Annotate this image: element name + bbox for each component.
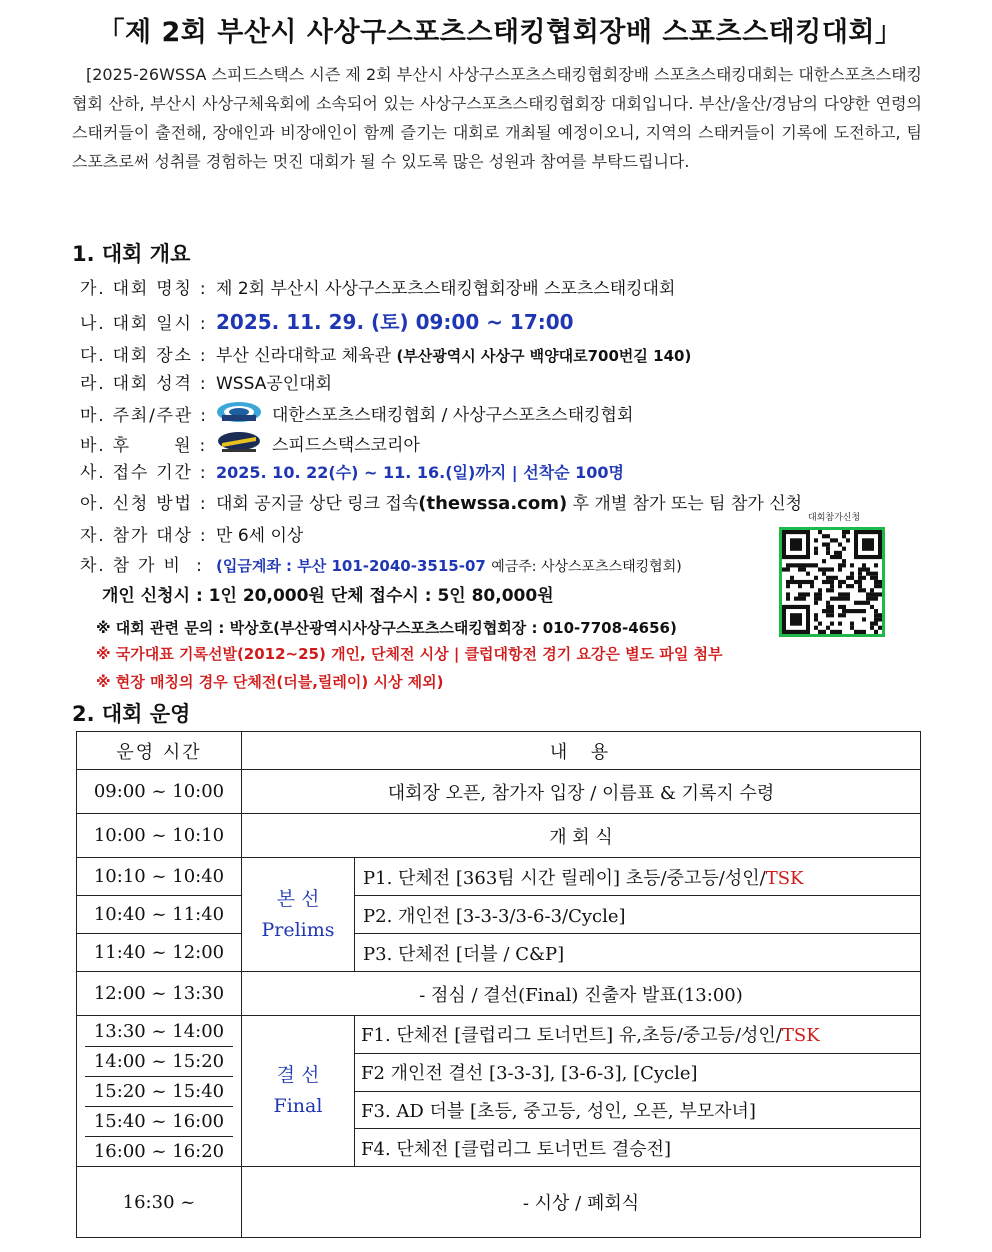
info-address: (부산광역시 사상구 백양대로700번길 140) bbox=[396, 347, 692, 365]
table-row bbox=[77, 1016, 921, 1054]
info-label: 가. 대회 명칭 : bbox=[80, 279, 208, 299]
note-inquiry: ※ 대회 관련 문의 : 박상호(부산광역시사상구스포츠스태킹협회장 : 010-7708-4656) bbox=[96, 619, 677, 637]
stage-label-ko: 결 선 bbox=[276, 1064, 320, 1086]
row-content bbox=[355, 858, 921, 896]
table-row bbox=[77, 770, 921, 814]
info-label: 마. 주최/주관 : bbox=[80, 405, 208, 426]
info-value: 스피드스택스코리아 bbox=[272, 435, 420, 456]
tsk-label: TSK bbox=[781, 1025, 820, 1047]
info-value: 2025. 11. 29. (토) 09:00 ~ 17:00 bbox=[216, 310, 574, 334]
stage-label-en: Final bbox=[273, 1095, 323, 1117]
table-row bbox=[77, 1167, 921, 1238]
table-row bbox=[77, 814, 921, 858]
info-value: 부산 신라대학교 체육관 bbox=[216, 346, 392, 366]
info-label: 아. 신청 방법 : bbox=[80, 494, 208, 514]
event-text: P1. 단체전 [363팀 시간 릴레이] 초등/중고등/성인/ bbox=[363, 867, 766, 889]
stage-label-ko: 본 선 bbox=[276, 887, 320, 910]
info-label: 자. 참가 대상 : bbox=[80, 526, 208, 546]
event-text: F1. 단체전 [클럽리그 토너먼트] 유,초등/중고등/성인/ bbox=[361, 1025, 782, 1047]
info-label: 나. 대회 일시 : bbox=[80, 314, 208, 334]
row-time: 16:30 ~ bbox=[77, 1167, 242, 1238]
row-content: - 점심 / 결선(Final) 진출자 발표(13:00) bbox=[242, 972, 921, 1016]
final-times bbox=[77, 1016, 242, 1167]
section1-heading: 1. 대회 개요 bbox=[72, 242, 191, 266]
row-time: 14:00 ~ 15:20 bbox=[85, 1046, 233, 1076]
table-row bbox=[77, 896, 921, 934]
info-target bbox=[80, 524, 303, 548]
wssa-logo-icon bbox=[216, 401, 262, 430]
info-value: 대회 공지글 상단 링크 접속 bbox=[216, 494, 419, 514]
stage-final bbox=[242, 1016, 355, 1167]
qr-code-icon[interactable] bbox=[779, 527, 885, 637]
info-label: 라. 대회 성격 : bbox=[80, 374, 208, 394]
info-registration bbox=[80, 461, 624, 485]
table-header-row bbox=[77, 732, 921, 770]
row-time: 15:40 ~ 16:00 bbox=[85, 1106, 233, 1136]
fee-holder: 예금주: 사상스포츠스태킹협회) bbox=[491, 559, 682, 575]
apply-link[interactable]: (thewssa.com) bbox=[418, 493, 568, 514]
row-time: 10:40 ~ 11:40 bbox=[77, 896, 242, 934]
qr-label: 대회참가신청 bbox=[808, 513, 861, 523]
fee-account: (입금계좌 : 부산 101-2040-3515-07 bbox=[216, 557, 486, 575]
row-content: F4. 단체전 [클럽리그 토너먼트 결승전] bbox=[355, 1129, 921, 1167]
row-time: 13:30 ~ 14:00 bbox=[93, 1020, 225, 1042]
info-value: 2025. 10. 22(수) ~ 11. 16.(일)까지 | 선착순 100명 bbox=[216, 463, 625, 482]
table-row bbox=[77, 934, 921, 972]
row-time: 15:20 ~ 15:40 bbox=[85, 1076, 233, 1106]
info-type bbox=[80, 372, 332, 396]
fee-detail: 개인 신청시 : 1인 20,000원 단체 접수시 : 5인 80,000원 bbox=[102, 586, 554, 606]
info-value: 대한스포츠스태킹협회 / 사상구스포츠스태킹협회 bbox=[272, 405, 634, 426]
info-label: 바. 후 원 : bbox=[80, 435, 208, 456]
info-value: 제 2회 부산시 사상구스포츠스태킹협회장배 스포츠스태킹대회 bbox=[216, 279, 676, 299]
row-content: 대회장 오픈, 참가자 입장 / 이름표 & 기록지 수령 bbox=[242, 770, 921, 814]
row-content: F3. AD 더블 [초등, 중고등, 성인, 오픈, 부모자녀] bbox=[355, 1091, 921, 1129]
table-row bbox=[77, 858, 921, 896]
row-content: P3. 단체전 [더블 / C&P] bbox=[355, 934, 921, 972]
info-label: 차. 참 가 비 : bbox=[80, 556, 204, 576]
row-time: 09:00 ~ 10:00 bbox=[77, 770, 242, 814]
info-label: 다. 대회 장소 : bbox=[80, 346, 208, 366]
stage-prelims bbox=[242, 858, 355, 972]
info-label: 사. 접수 기간 : bbox=[80, 463, 208, 483]
row-time: 10:10 ~ 10:40 bbox=[77, 858, 242, 896]
row-content bbox=[355, 1016, 921, 1054]
info-host bbox=[80, 401, 633, 430]
row-content: 개 회 식 bbox=[242, 814, 921, 858]
info-value: 만 6세 이상 bbox=[216, 526, 304, 546]
row-time: 16:00 ~ 16:20 bbox=[85, 1136, 233, 1166]
header-time: 운영 시간 bbox=[77, 732, 242, 770]
row-time: 12:00 ~ 13:30 bbox=[77, 972, 242, 1016]
info-fee bbox=[80, 554, 682, 579]
speed-stacks-logo-icon bbox=[216, 431, 262, 460]
schedule-table bbox=[76, 731, 921, 1238]
note-awards: ※ 국가대표 기록선발(2012~25) 개인, 단체전 시상 | 클럽대항전 경기 요강은 별도 파일 첨부 bbox=[96, 645, 723, 663]
section2-heading: 2. 대회 운영 bbox=[72, 702, 191, 726]
info-apply bbox=[80, 492, 802, 516]
note-onsite: ※ 현장 매칭의 경우 단체전(더블,릴레이) 시상 제외) bbox=[96, 673, 444, 691]
row-time: 10:00 ~ 10:10 bbox=[77, 814, 242, 858]
info-value: 후 개별 참가 또는 팀 참가 신청 bbox=[572, 494, 803, 514]
info-name bbox=[80, 277, 675, 301]
stage-label-en: Prelims bbox=[261, 918, 335, 941]
row-content: F2 개인전 결선 [3-3-3], [3-6-3], [Cycle] bbox=[355, 1053, 921, 1091]
header-content: 내 용 bbox=[242, 732, 921, 770]
row-time: 11:40 ~ 12:00 bbox=[77, 934, 242, 972]
info-date bbox=[80, 310, 574, 336]
table-row bbox=[77, 972, 921, 1016]
info-place bbox=[80, 344, 691, 368]
intro-paragraph: [2025-26WSSA 스피드스택스 시즌 제 2회 부산시 사상구스포츠스태킹협회장배 스포츠스태킹대회는 대한스포츠스태킹 협회 산하, 부산시 사상구체육회에 소속되어 있는 사상구스포츠스태킹협회장 대회입니다. 부산/울산/경남의 다양한 연령의 스태커들이 출전해, 장애인과 비장애인이 함께 즐기는 대회로 개최될 예정이오니, 지역의 스태커들이 기록에 도전하고, 팀 스포츠로써 성취를 경험하는 멋진 대회가 될 수 있도록 많은 성원과 참여를 부탁드립니다. bbox=[72, 65, 922, 171]
page-title: 「제 2회 부산시 사상구스포츠스태킹협회장배 스포츠스태킹대회」 bbox=[97, 17, 903, 48]
row-content: P2. 개인전 [3-3-3/3-6-3/Cycle] bbox=[355, 896, 921, 934]
tsk-label: TSK bbox=[765, 867, 804, 889]
info-value: WSSA공인대회 bbox=[216, 374, 333, 394]
info-sponsor bbox=[80, 431, 420, 460]
row-content: - 시상 / 폐회식 bbox=[242, 1167, 921, 1238]
